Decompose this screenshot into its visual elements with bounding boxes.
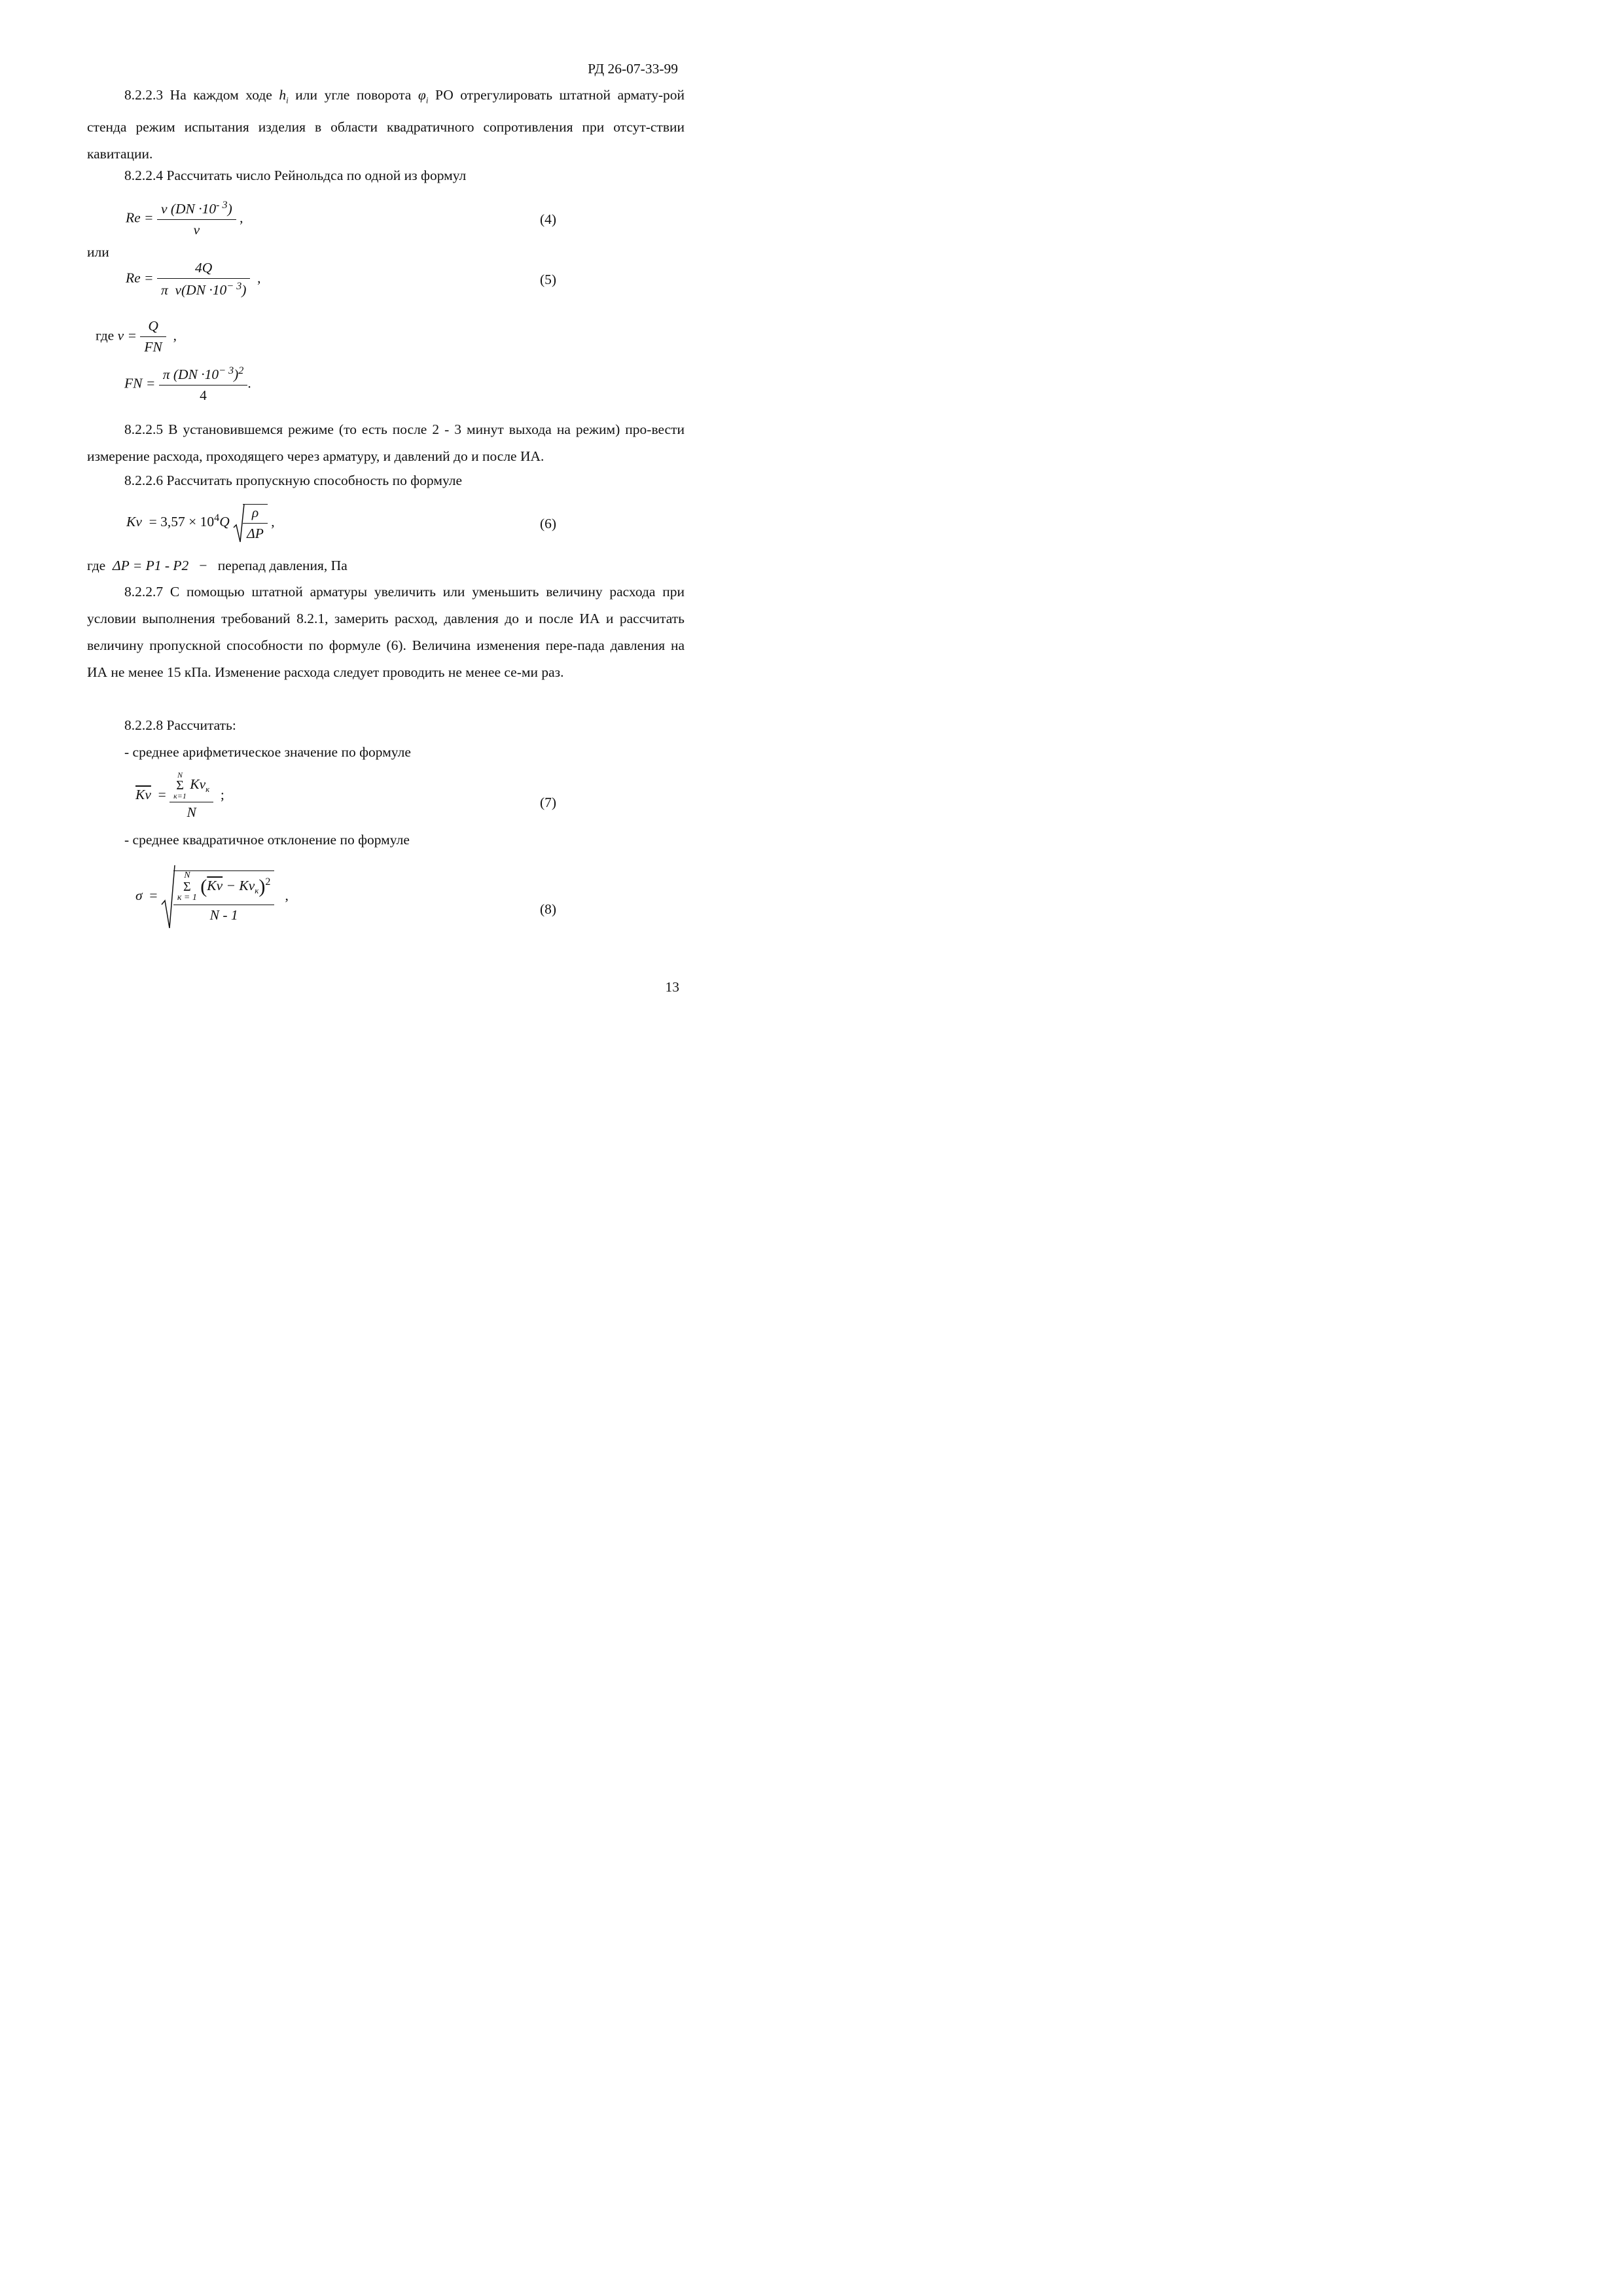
- mean-caption: - среднее арифметическое значение по формуле: [124, 744, 411, 760]
- formula-8: σ = N Σ к = 1 $(\overline{Kv} - Kv_к)^2$ N - 1 ,: [135, 864, 289, 929]
- equation-number-4: (4): [540, 211, 557, 227]
- equation-number-6: (6): [540, 516, 557, 531]
- paragraph-8-2-2-7: 8.2.2.7 С помощью штатной арматуры увеличить или уменьшить величину расхода при условии выполнения требований 8.2.1, замерить расход, давления до и после ИА и рассчитать величину пропускной способности по формуле (6). Величина изменения пере-пада давления на ИА не менее 15 кПа. Изменение расхода следует проводить не менее се-ми раз.: [87, 584, 685, 680]
- paragraph-8-2-2-5: 8.2.2.5 В установившемся режиме (то есть после 2 - 3 минут выхода на режим) про-вести измерение расхода, проходящего через арматуру, и давлений до и после ИА.: [87, 422, 685, 464]
- paragraph-8-2-2-6: 8.2.2.6 Рассчитать пропускную способность по формуле: [124, 473, 463, 488]
- sum-symbol: N Σ к = 1: [177, 870, 197, 903]
- formula-4: Re = $\frac{v (DN \cdot 10^{- 3})}{v}$ ,: [126, 200, 243, 238]
- paragraph-8-2-2-4: 8.2.2.4 Рассчитать число Рейнольдса по одной из формул: [124, 168, 467, 183]
- angle-symbol: $\varphi_i$: [418, 87, 429, 105]
- fraction: N Σ к=1 $Kv_к$ N: [169, 771, 213, 821]
- sum-symbol: N Σ к=1: [173, 770, 187, 800]
- formula-velocity: где v = $\frac{Q}{FN}$ ,: [96, 318, 177, 355]
- fraction: $\frac{4Q}{\pi v(DN \cdot 10^{- 3})}$: [157, 260, 250, 298]
- or-word: или: [87, 244, 109, 260]
- formula-area: FN = $\frac{\pi (DN \cdot 10^{- 3})^2}{4}$ .: [124, 365, 251, 404]
- equation-number-5: (5): [540, 272, 557, 287]
- equation-number-8: (8): [540, 901, 557, 917]
- std-caption: - среднее квадратичное отклонение по формуле: [124, 832, 410, 848]
- fraction: $\frac{v (DN \cdot 10^{- 3})}{v}$: [157, 200, 236, 238]
- formula-5: Re = $\frac{4Q}{\pi v(DN \cdot 10^{- 3})}$ ,: [126, 260, 261, 298]
- formula-7: $\overline{Kv}$ = N Σ к=1 $Kv_к$ N ;: [135, 770, 224, 820]
- pressure-drop-definition: где ΔP = P1 - P2 − перепад давления, Па: [87, 558, 348, 573]
- formula-6: $Kv = 3,57 \times 10^4Q$ $\frac{\rho}{\Delta P}$ ,: [126, 503, 275, 543]
- document-page: [0, 0, 722, 1022]
- fraction: N Σ к = 1 $(\overline{Kv} - Kv_к)^2$ N - 1: [173, 870, 275, 924]
- fraction: $\frac{\pi (DN \cdot 10^{- 3})^2}{4}$: [159, 365, 248, 404]
- fraction: $\frac{Q}{FN}$: [140, 318, 166, 355]
- paragraph-8-2-2-8: 8.2.2.8 Рассчитать:: [124, 717, 236, 733]
- document-code: РД 26-07-33-99: [588, 61, 678, 77]
- paragraph-8-2-2-3: 8.2.2.3 На каждом ходе $h_i$ или угле поворота $\varphi_i$ РО отрегулировать штатной армату-рой стенда режим испытания изделия в области квадратичного сопротивления при отсут-ствии кавитации.: [87, 87, 685, 162]
- stroke-symbol: $h_i$: [279, 87, 289, 105]
- equation-number-7: (7): [540, 795, 557, 810]
- page-number: 13: [665, 979, 679, 995]
- fraction: $\frac{\rho}{\Delta P}$: [243, 504, 268, 542]
